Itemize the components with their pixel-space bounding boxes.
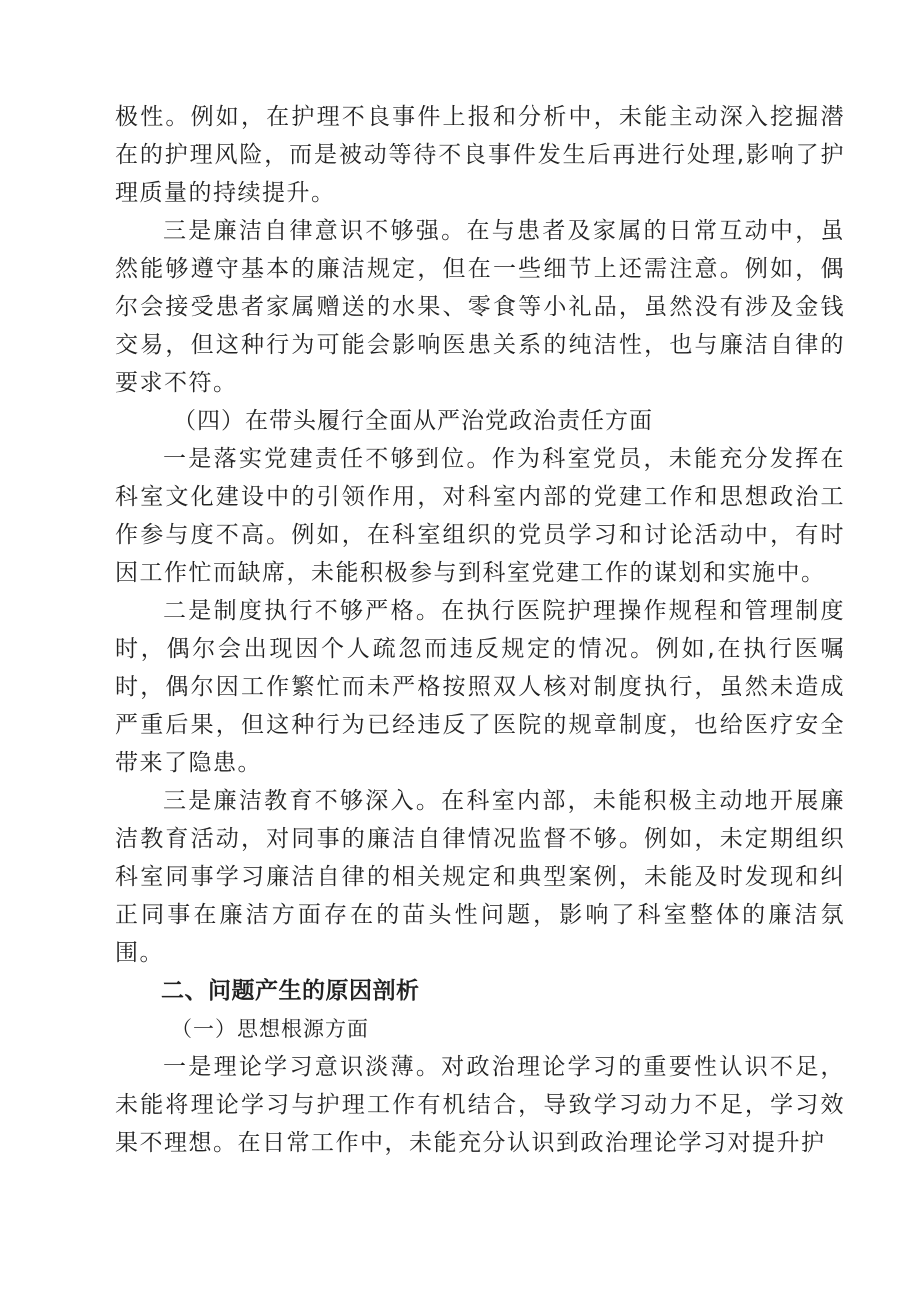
paragraph-integrity-education: 三是廉洁教育不够深入。在科室内部，未能积极主动地开展廉洁教育活动，对同事的廉洁自律情况监督不够。例如，未定期组织科室同事学习廉洁自律的相关规定和典型案例，未能及时发现和纠正同事在廉洁方面存在的苗头性问题，影响了科室整体的廉洁氛围。	[115, 788, 845, 966]
paragraph-integrity-awareness: 三是廉洁自律意识不够强。在与患者及家属的日常互动中，虽然能够遵守基本的廉洁规定，但在一些细节上还需注意。例如，偶尔会接受患者家属赠送的水果、零食等小礼品，虽然没有涉及金钱交易，但这种行为可能会影响医患关系的纯洁性，也与廉洁自律的要求不符。	[115, 218, 845, 396]
paragraph-system-execution: 二是制度执行不够严格。在执行医院护理操作规程和管理制度时，偶尔会出现因个人疏忽而违反规定的情况。例如,在执行医嘱时，偶尔因工作繁忙而未严格按照双人核对制度执行，虽然未造成严重后果，但这种行为已经违反了医院的规章制度，也给医疗安全带来了隐患。	[115, 598, 845, 776]
document-body	[115, 98, 845, 1162]
subheading-party-responsibility: （四）在带头履行全面从严治党政治责任方面	[173, 408, 653, 434]
paragraph-party-building: 一是落实党建责任不够到位。作为科室党员，未能充分发挥在科室文化建设中的引领作用，对科室内部的党建工作和思想政治工作参与度不高。例如，在科室组织的党员学习和讨论活动中，有时因工作忙而缺席，未能积极参与到科室党建工作的谋划和实施中。	[115, 446, 845, 586]
subheading-ideological-roots: （一）思想根源方面	[171, 1017, 369, 1041]
paragraph-continuation: 极性。例如，在护理不良事件上报和分析中，未能主动深入挖掘潜在的护理风险，而是被动等待不良事件发生后再进行处理,影响了护理质量的持续提升。	[115, 104, 845, 206]
paragraph-theory-study: 一是理论学习意识淡薄。对政治理论学习的重要性认识不足，未能将理论学习与护理工作有机结合，导致学习动力不足，学习效果不理想。在日常工作中，未能充分认识到政治理论学习对提升护	[115, 1054, 845, 1156]
section-heading-cause-analysis: 二、问题产生的原因剖析	[161, 978, 420, 1004]
